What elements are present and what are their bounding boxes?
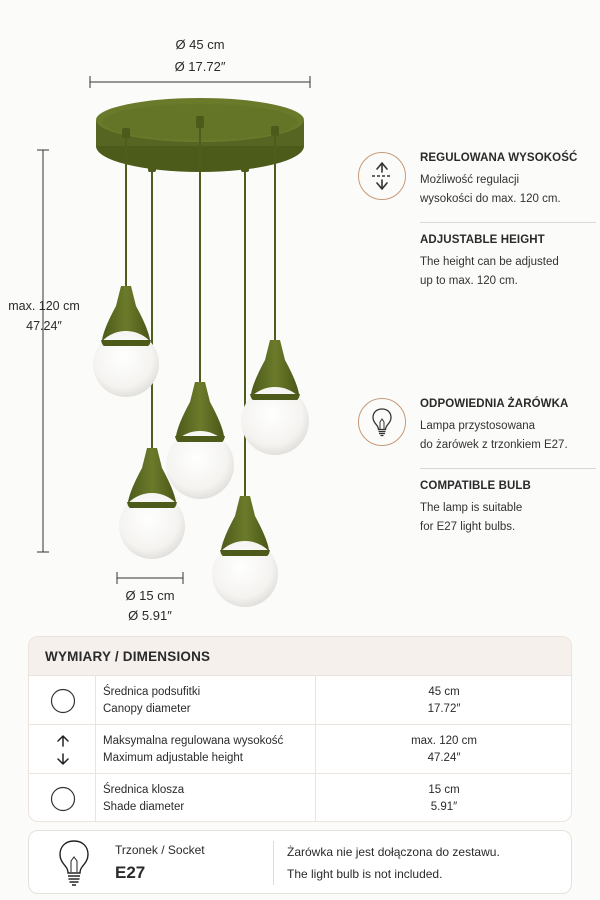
dimension-label-en: Canopy diameter [103, 703, 191, 715]
dimensions-table [29, 675, 572, 822]
dimension-value-imperial: 5.91″ [430, 801, 458, 813]
shade-dimension-imperial: Ø 5.91″ [128, 608, 172, 623]
circle-icon [49, 785, 77, 813]
shade-dimension-metric: Ø 15 cm [125, 588, 175, 603]
pendant-shade-5 [212, 496, 278, 607]
feature-compatible-bulb-text-en [420, 480, 598, 537]
bulb-not-included-note-pl: Żarówka nie jest dołączona do zestawu. [287, 845, 500, 859]
dimension-label-en: Maximum adjustable height [103, 752, 243, 764]
feature-title-pl: ODPOWIEDNIA ŻARÓWKA [420, 398, 569, 410]
up-down-arrows-icon [49, 736, 77, 764]
feature-compatible-bulb [358, 398, 594, 548]
dimension-label [103, 684, 200, 718]
feature-title-en: COMPATIBLE BULB [420, 480, 531, 492]
pendant-shade-1 [93, 286, 159, 397]
feature-desc-en-2: up to max. 120 cm. [420, 275, 518, 287]
feature-desc-en-1: The height can be adjusted [420, 256, 559, 268]
feature-adjustable-height-text [420, 152, 598, 209]
pendant-shade-2 [166, 382, 234, 499]
height-dimension-line [37, 150, 49, 552]
canopy-dimension-metric: Ø 45 cm [175, 37, 225, 52]
pendant-shade-3 [241, 340, 309, 455]
feature-adjustable-height-text-en [420, 234, 598, 291]
feature-adjustable-height [358, 152, 594, 302]
table-row [29, 676, 572, 725]
feature-desc-en-2: for E27 light bulbs. [420, 521, 516, 533]
feature-title-pl: REGULOWANA WYSOKOŚĆ [420, 152, 578, 164]
feature-desc-pl-2: do żarówek z trzonkiem E27. [420, 439, 568, 451]
dimension-label-pl: Maksymalna regulowana wysokość [103, 735, 284, 747]
shade-dimension-line [117, 572, 183, 584]
dimension-value-imperial: 47.24″ [427, 752, 461, 764]
feature-desc-pl-2: wysokości do max. 120 cm. [420, 193, 561, 205]
dimension-value-imperial: 17.72″ [427, 703, 461, 715]
light-bulb-icon [57, 839, 91, 892]
socket-value: E27 [115, 863, 146, 882]
circle-icon [49, 687, 77, 715]
dimension-label-pl: Średnica klosza [103, 784, 185, 796]
feature-desc-pl-1: Lampa przystosowana [420, 420, 536, 432]
socket-panel [28, 830, 572, 894]
table-row [29, 725, 572, 774]
table-row [29, 774, 572, 822]
socket-label: Trzonek / Socket [115, 843, 205, 857]
bulb-not-included-note-en: The light bulb is not included. [287, 867, 443, 881]
dimension-label [103, 733, 283, 767]
height-dimension-imperial: 47.24″ [26, 319, 62, 333]
dimension-value [315, 733, 572, 767]
dimension-value [315, 782, 572, 816]
feature-divider [420, 468, 596, 469]
feature-title-en: ADJUSTABLE HEIGHT [420, 234, 545, 246]
dimensions-title: WYMIARY / DIMENSIONS [45, 649, 211, 664]
socket-divider [273, 841, 274, 885]
feature-desc-pl-1: Możliwość regulacji [420, 174, 520, 186]
height-adjust-icon [358, 152, 406, 200]
feature-desc-en-1: The lamp is suitable [420, 502, 523, 514]
light-bulb-icon [358, 398, 406, 446]
dimension-value [315, 684, 572, 718]
dimensions-panel [28, 636, 572, 822]
canopy-dimension-line [90, 76, 310, 88]
height-dimension-metric: max. 120 cm [8, 299, 80, 313]
dimension-value-metric: max. 120 cm [411, 735, 477, 747]
dimension-label [103, 782, 184, 816]
feature-divider [420, 222, 596, 223]
dimension-value-metric: 15 cm [428, 784, 460, 796]
dimension-label-pl: Średnica podsufitki [103, 686, 201, 698]
dimension-value-metric: 45 cm [428, 686, 460, 698]
dimension-label-en: Shade diameter [103, 801, 185, 813]
canopy-dimension-imperial: Ø 17.72″ [174, 59, 226, 74]
feature-compatible-bulb-text [420, 398, 598, 455]
